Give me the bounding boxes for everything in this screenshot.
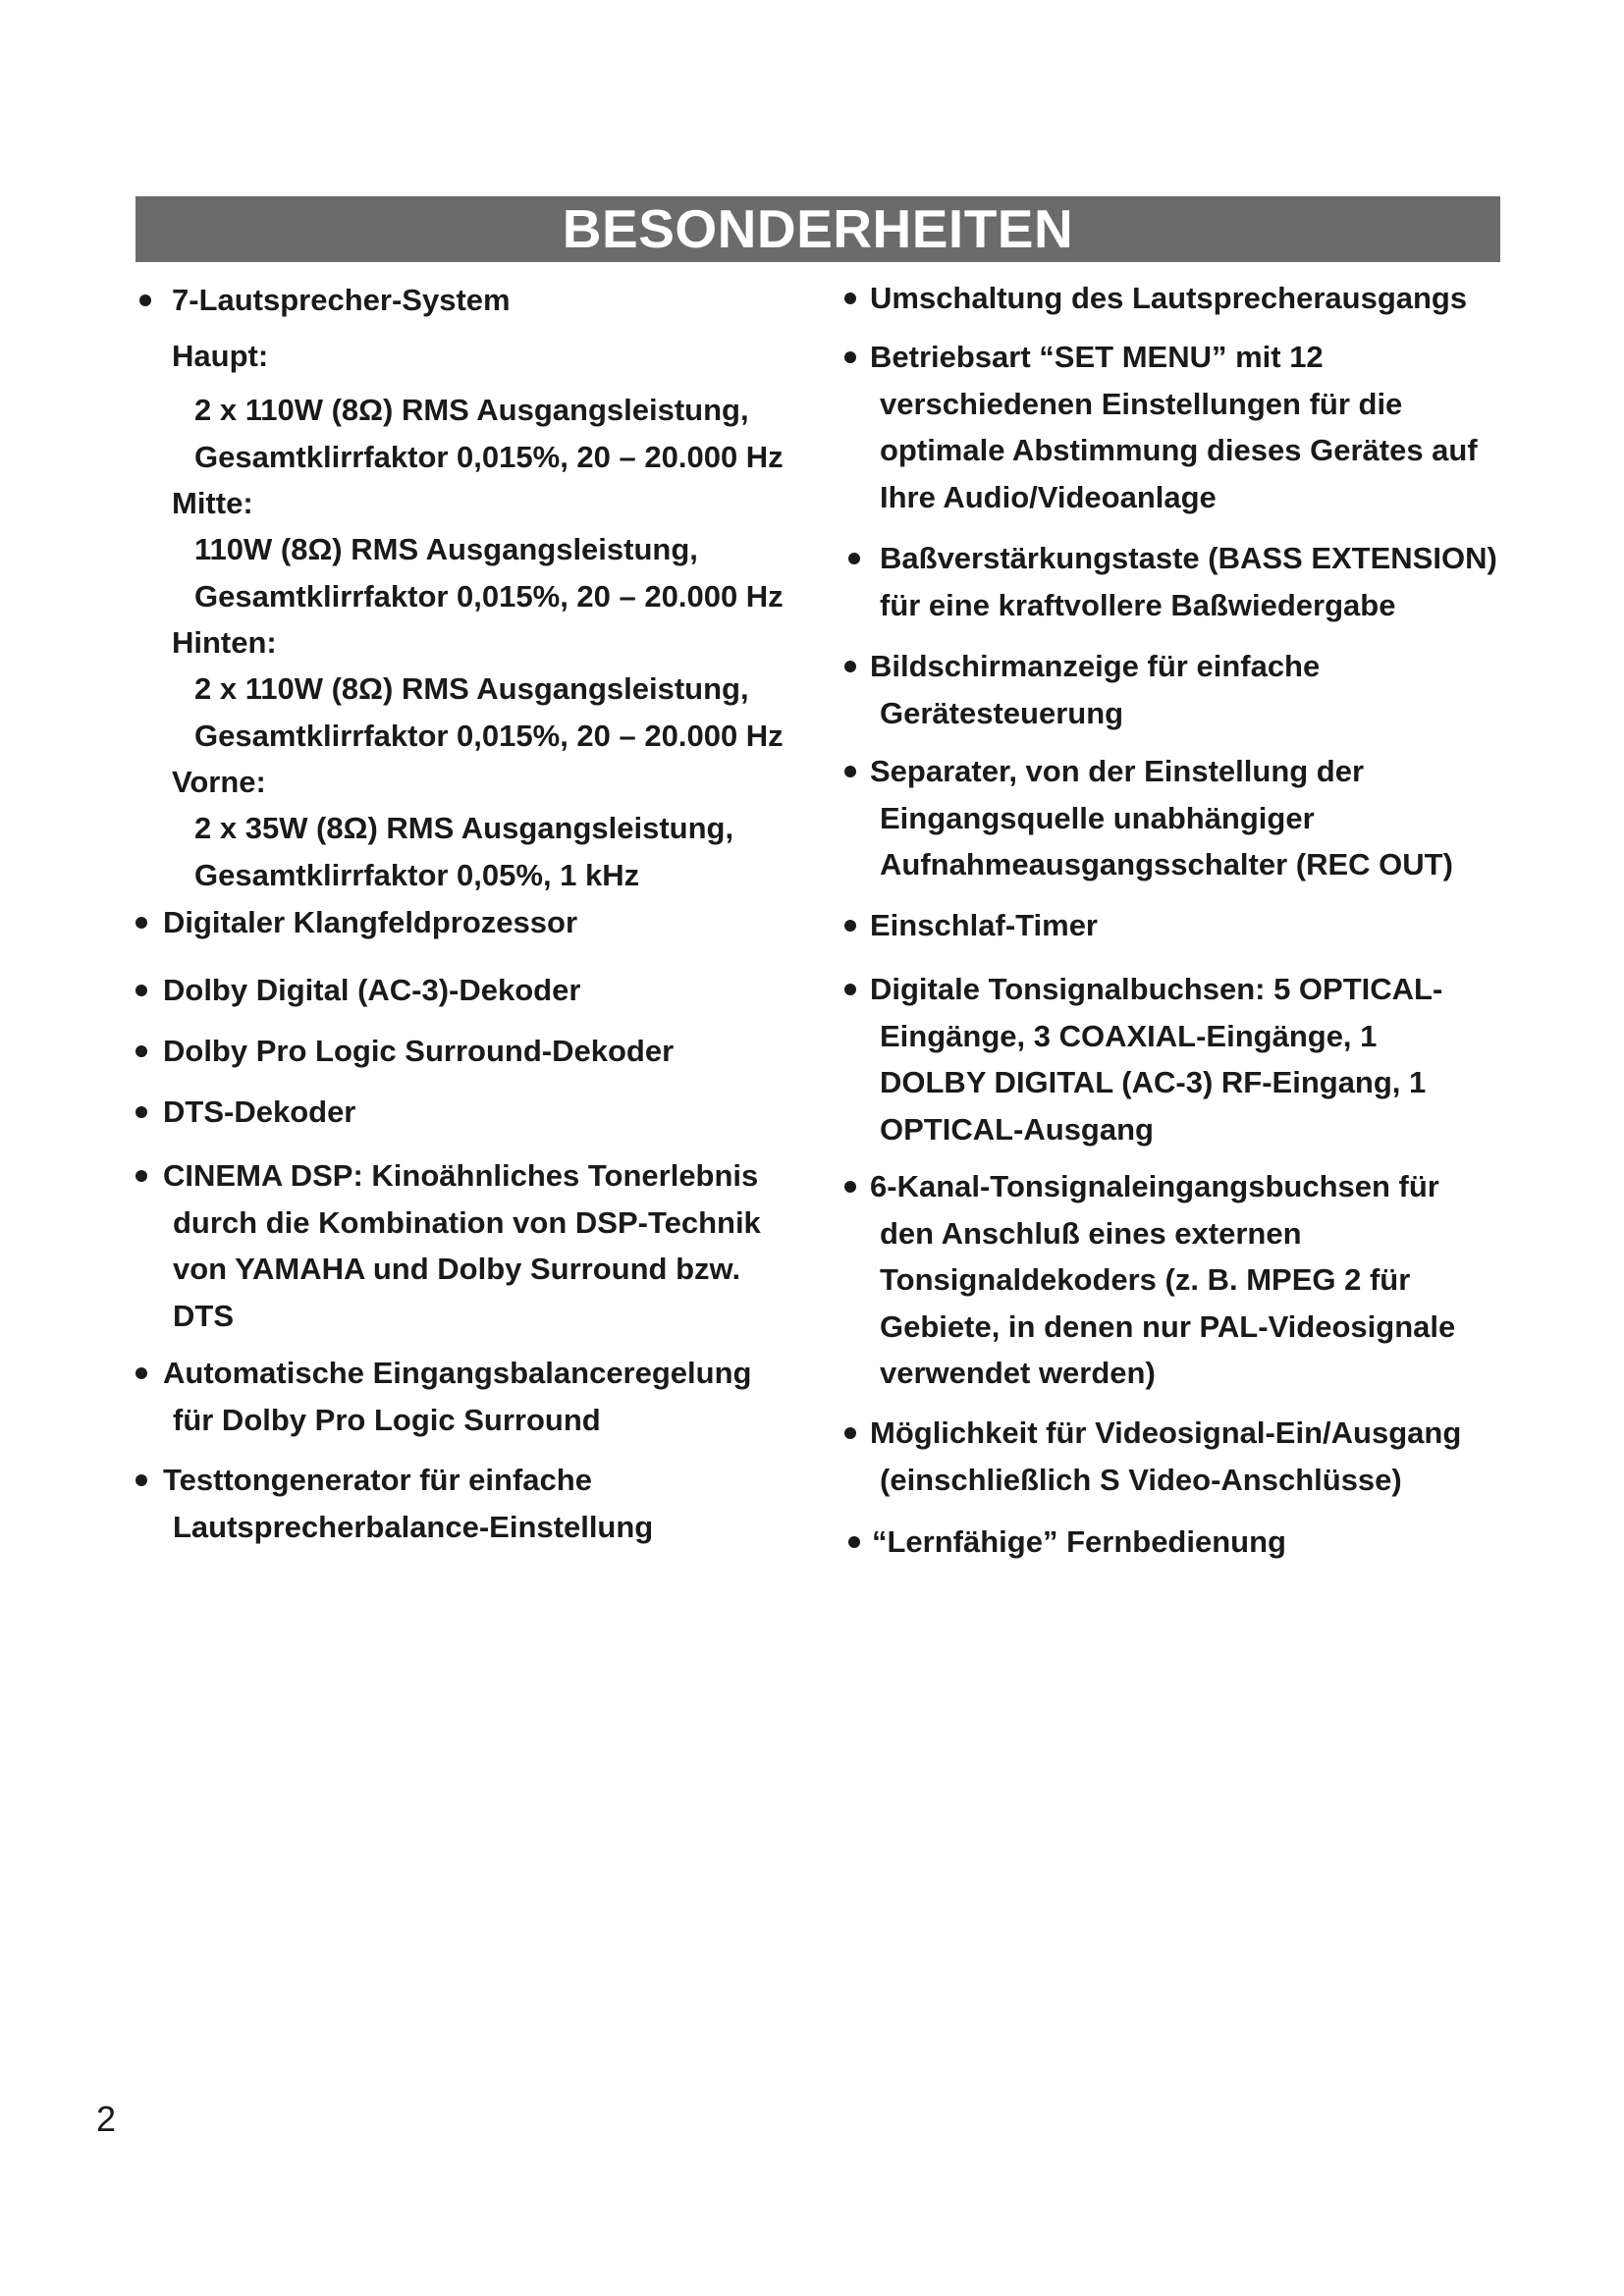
feature-line: durch die Kombination von DSP-Technik — [173, 1204, 761, 1240]
feature-line: Digitaler Klangfeldprozessor — [163, 905, 578, 939]
spec-line: Gesamtklirrfaktor 0,015%, 20 – 20.000 Hz — [194, 578, 784, 614]
bullet-icon — [848, 1536, 860, 1548]
feature-line: DTS — [173, 1298, 234, 1333]
feature-line: Möglichkeit für Videosignal-Ein/Ausgang — [870, 1415, 1462, 1450]
bullet-icon — [844, 293, 856, 304]
feature-line: Umschaltung des Lautsprecherausgangs — [870, 281, 1468, 315]
feature-line: den Anschluß eines externen — [880, 1215, 1302, 1251]
spec-hinten — [172, 619, 277, 667]
page-number: 2 — [96, 2099, 117, 2139]
feature-item — [844, 1519, 1286, 1566]
spec-line: 110W (8Ω) RMS Ausgangsleistung, — [194, 532, 698, 566]
spec-haupt — [172, 333, 268, 380]
feature-item — [135, 1089, 355, 1136]
bullet-icon — [844, 1181, 856, 1193]
feature-line: von YAMAHA und Dolby Surround bzw. — [173, 1252, 741, 1286]
feature-item — [844, 902, 1098, 949]
feature-item — [135, 1028, 674, 1075]
feature-line: Aufnahmeausgangsschalter (REC OUT) — [880, 847, 1453, 881]
bullet-icon — [844, 766, 856, 777]
feature-item — [135, 1152, 761, 1339]
feature-title: 7-Lautsprecher-System — [172, 283, 511, 317]
feature-item — [844, 643, 1320, 736]
spec-line: Gesamtklirrfaktor 0,015%, 20 – 20.000 Hz — [194, 718, 784, 753]
feature-line: 6-Kanal-Tonsignaleingangsbuchsen für — [870, 1169, 1439, 1203]
spec-line: Gesamtklirrfaktor 0,05%, 1 kHz — [194, 857, 640, 892]
bullet-icon — [135, 1367, 147, 1379]
feature-line: Testtongenerator für einfache — [163, 1463, 592, 1497]
feature-item — [844, 966, 1442, 1152]
feature-line: für eine kraftvollere Baßwiedergabe — [880, 587, 1396, 622]
feature-line: Bildschirmanzeige für einfache — [870, 649, 1321, 683]
bullet-icon — [135, 1106, 147, 1118]
spec-line: Gesamtklirrfaktor 0,015%, 20 – 20.000 Hz — [194, 439, 784, 474]
spec-haupt-details — [194, 387, 784, 480]
feature-line: Tonsignaldekoders (z. B. MPEG 2 für — [880, 1262, 1411, 1297]
feature-item — [135, 1350, 751, 1443]
section-header-bar — [135, 196, 1500, 262]
spec-hinten-details — [194, 666, 784, 759]
feature-item — [135, 899, 577, 946]
bullet-icon — [135, 1170, 147, 1182]
feature-line: Einschlaf-Timer — [870, 908, 1099, 942]
spec-label: Vorne: — [172, 765, 266, 799]
feature-item — [844, 275, 1467, 322]
bullet-icon — [844, 351, 856, 363]
feature-line: für Dolby Pro Logic Surround — [173, 1402, 601, 1437]
bullet-icon — [135, 985, 147, 996]
feature-line: Gerätesteuerung — [880, 695, 1124, 730]
feature-item — [844, 1163, 1455, 1397]
feature-line: Digitale Tonsignalbuchsen: 5 OPTICAL- — [870, 972, 1443, 1006]
bullet-icon — [844, 920, 856, 932]
spec-label: Haupt: — [172, 339, 269, 373]
feature-line: DOLBY DIGITAL (AC-3) RF-Eingang, 1 — [880, 1065, 1427, 1099]
section-title: BESONDERHEITEN — [562, 198, 1074, 259]
feature-item — [844, 535, 1497, 628]
bullet-icon — [844, 661, 856, 672]
feature-line: Dolby Pro Logic Surround-Dekoder — [163, 1034, 675, 1068]
feature-item — [844, 748, 1453, 888]
feature-line: CINEMA DSP: Kinoähnliches Tonerlebnis — [163, 1158, 759, 1193]
spec-mitte — [172, 480, 253, 527]
feature-line: Automatische Eingangsbalanceregelung — [163, 1356, 752, 1390]
feature-speaker-system — [135, 277, 511, 324]
feature-line: DTS-Dekoder — [163, 1095, 356, 1129]
spec-line: 2 x 110W (8Ω) RMS Ausgangsleistung, — [194, 671, 749, 706]
feature-line: Gebiete, in denen nur PAL-Videosignale — [880, 1308, 1456, 1344]
bullet-icon — [139, 294, 151, 306]
feature-line: verwendet werden) — [880, 1356, 1156, 1390]
feature-line: Betriebsart “SET MENU” mit 12 — [870, 340, 1324, 374]
spec-label: Mitte: — [172, 486, 253, 520]
spec-line: 2 x 110W (8Ω) RMS Ausgangsleistung, — [194, 393, 749, 427]
feature-line: Separater, von der Einstellung der — [870, 754, 1365, 788]
feature-item — [844, 334, 1478, 520]
spec-vorne-details — [194, 805, 733, 898]
feature-line: “Lernfähige” Fernbedienung — [872, 1524, 1286, 1559]
bullet-icon — [135, 1045, 147, 1057]
spec-mitte-details — [194, 526, 784, 619]
feature-item — [135, 967, 580, 1014]
feature-line: Eingangsquelle unabhängiger — [880, 800, 1315, 835]
feature-line: (einschließlich S Video-Anschlüsse) — [880, 1462, 1402, 1497]
spec-vorne — [172, 759, 266, 806]
feature-line: optimale Abstimmung dieses Gerätes auf — [880, 433, 1478, 467]
feature-item — [844, 1410, 1461, 1503]
spec-label: Hinten: — [172, 625, 277, 660]
bullet-icon — [135, 1474, 147, 1486]
feature-item — [135, 1457, 653, 1550]
feature-line: Eingänge, 3 COAXIAL-Eingänge, 1 — [880, 1018, 1378, 1053]
feature-line: OPTICAL-Ausgang — [880, 1111, 1154, 1147]
spec-line: 2 x 35W (8Ω) RMS Ausgangsleistung, — [194, 811, 734, 845]
bullet-icon — [844, 1427, 856, 1439]
feature-line: verschiedenen Einstellungen für die — [880, 386, 1403, 421]
bullet-icon — [844, 984, 856, 995]
feature-line: Ihre Audio/Videoanlage — [880, 479, 1217, 514]
feature-line: Lautsprecherbalance-Einstellung — [173, 1509, 654, 1544]
bullet-icon — [848, 553, 860, 564]
feature-line: Dolby Digital (AC-3)-Dekoder — [163, 973, 581, 1007]
feature-line: Baßverstärkungstaste (BASS EXTENSION) — [880, 541, 1497, 575]
bullet-icon — [135, 917, 147, 929]
